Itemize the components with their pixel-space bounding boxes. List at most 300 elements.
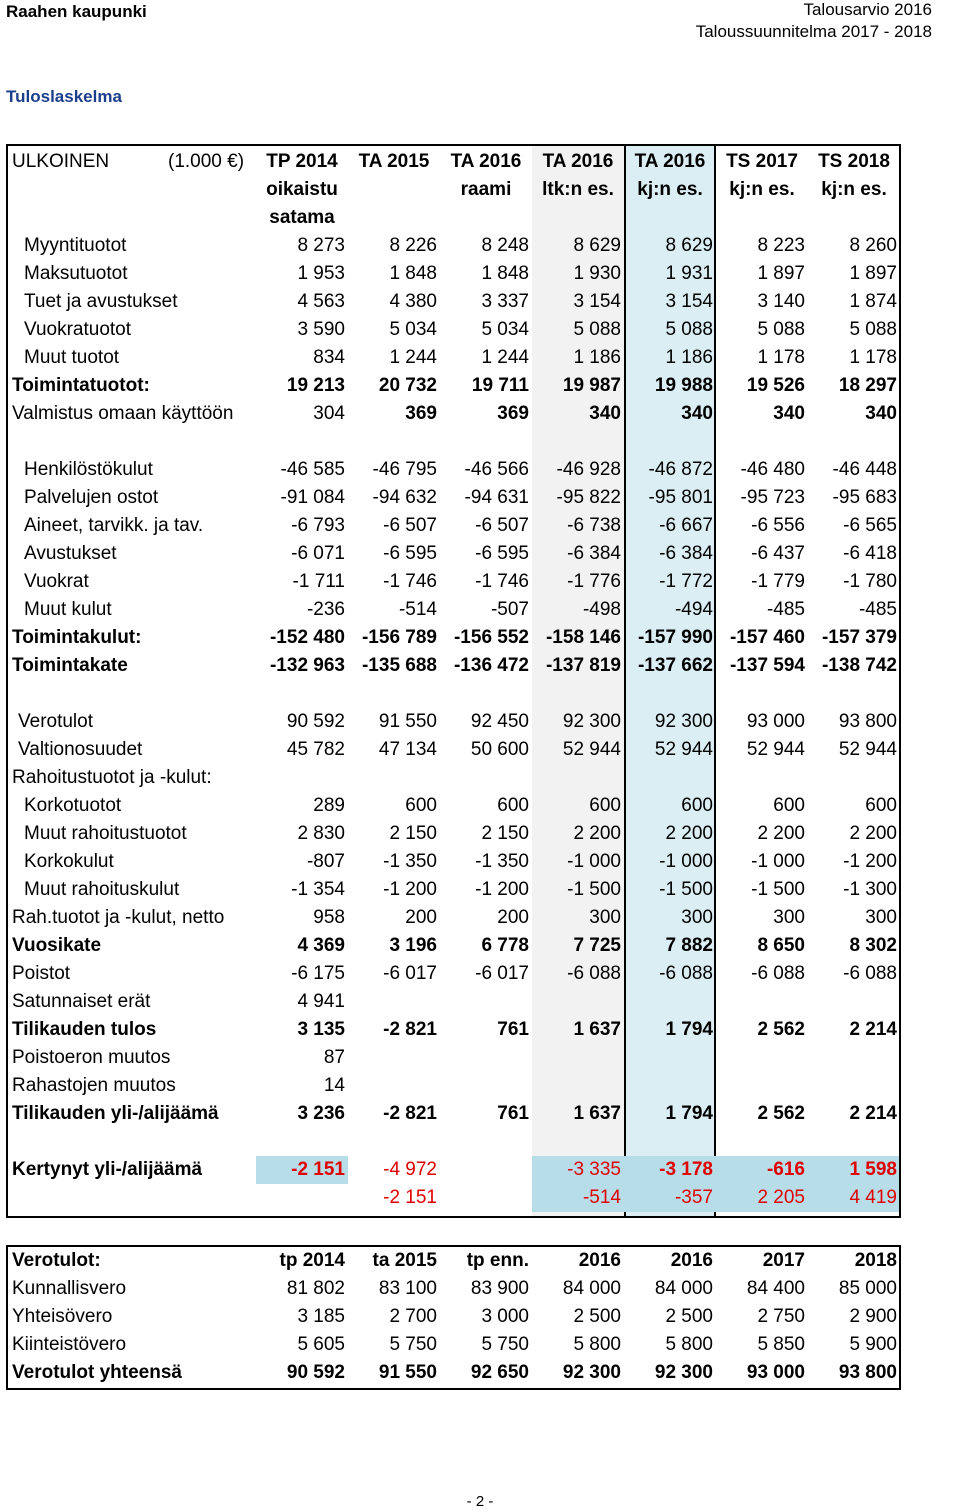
row-label: Muut tuotot	[24, 347, 120, 368]
cell-value: 2 562	[757, 1103, 805, 1124]
cell-value: 1 178	[849, 347, 897, 368]
income-statement-table	[6, 144, 901, 1218]
cell-value: 45 782	[286, 739, 345, 760]
cell-value: -6 088	[751, 963, 805, 984]
cell-value: -6 088	[843, 963, 897, 984]
cell-value: -137 819	[545, 655, 621, 676]
kertynyt-row	[8, 1156, 899, 1184]
cell-value: -1 350	[383, 851, 437, 872]
cell-value: -4 972	[383, 1159, 437, 1180]
cell-value: 5 605	[297, 1334, 345, 1355]
cell-value: 2 200	[757, 823, 805, 844]
row-label: Toimintatuotot:	[12, 375, 150, 396]
cell-value: -46 585	[280, 459, 345, 480]
cell-value: 600	[405, 795, 437, 816]
cell-value: -1 000	[659, 851, 713, 872]
table-row	[8, 540, 899, 568]
cell-value: 52 944	[562, 739, 621, 760]
table-row	[8, 736, 899, 764]
column-header: TP 2014	[266, 151, 338, 172]
cell-value: 300	[773, 907, 805, 928]
cell-value: 340	[681, 403, 713, 424]
table-row	[8, 960, 899, 988]
table-row	[8, 904, 899, 932]
cell-value: -1 772	[659, 571, 713, 592]
cell-value: -2 151	[291, 1159, 345, 1180]
cell-value: 5 034	[389, 319, 437, 340]
row-label: Vuokrat	[24, 571, 89, 592]
cell-value: -6 595	[475, 543, 529, 564]
column-header: 2018	[854, 1250, 897, 1271]
cell-value: 1 637	[573, 1019, 621, 1040]
row-label: Kiinteistövero	[12, 1334, 127, 1355]
row-label: Tilikauden tulos	[12, 1019, 157, 1040]
cell-value: 91 550	[378, 711, 437, 732]
cell-value: -46 480	[740, 459, 805, 480]
cell-value: -132 963	[269, 655, 345, 676]
cell-value: 958	[313, 907, 345, 928]
cell-value: 19 988	[654, 375, 713, 396]
cell-value: -138 742	[821, 655, 897, 676]
cell-value: 92 300	[562, 711, 621, 732]
column-header: tp enn.	[466, 1250, 529, 1271]
cell-value: 19 711	[471, 375, 529, 396]
column-header: tp 2014	[279, 1250, 345, 1271]
cell-value: 1 897	[757, 263, 805, 284]
cell-value: -514	[582, 1187, 621, 1208]
table-row	[8, 456, 899, 484]
row-label: Tuet ja avustukset	[24, 291, 178, 312]
cell-value: 83 900	[470, 1278, 529, 1299]
cell-value: 52 944	[746, 739, 805, 760]
cell-value: 5 900	[849, 1334, 897, 1355]
table-row	[8, 260, 899, 288]
cell-value: 5 034	[481, 319, 529, 340]
cell-value: -157 990	[637, 627, 713, 648]
cell-value: -1 711	[292, 571, 345, 592]
row-label: Korkotuotot	[24, 795, 122, 816]
table-row	[8, 1359, 899, 1387]
cell-value: 93 800	[838, 1362, 897, 1383]
cell-value: 340	[589, 403, 621, 424]
cell-value: 4 941	[297, 991, 345, 1012]
cell-value: 1 848	[389, 263, 437, 284]
cell-value: 92 300	[654, 711, 713, 732]
cell-value: 6 778	[481, 935, 529, 956]
cell-value: 7 725	[573, 935, 621, 956]
tax-header-row	[8, 1247, 899, 1275]
row-label: Maksutuotot	[24, 263, 128, 284]
cell-value: -95 683	[832, 487, 897, 508]
cell-value: 1 874	[849, 291, 897, 312]
cell-value: -46 928	[556, 459, 621, 480]
cell-value: 2 214	[849, 1103, 897, 1124]
cell-value: 92 450	[470, 711, 529, 732]
cell-value: 1 848	[481, 263, 529, 284]
cell-value: -6 088	[659, 963, 713, 984]
column-header: ltk:n es.	[542, 179, 614, 200]
cell-value: 81 802	[286, 1278, 345, 1299]
cell-value: -6 071	[291, 543, 345, 564]
cell-value: -91 084	[280, 487, 345, 508]
table-row	[8, 848, 899, 876]
cell-value: -357	[674, 1187, 713, 1208]
corner-label: ULKOINEN	[12, 151, 110, 172]
cell-value: -6 017	[383, 963, 437, 984]
cell-value: -507	[490, 599, 529, 620]
cell-value: 4 380	[389, 291, 437, 312]
cell-value: -6 667	[659, 515, 713, 536]
column-header: satama	[269, 207, 335, 228]
cell-value: 600	[865, 795, 897, 816]
column-header: 2017	[762, 1250, 805, 1271]
cell-value: -158 146	[545, 627, 621, 648]
column-header: TA 2016	[450, 151, 522, 172]
cell-value: -2 821	[383, 1103, 437, 1124]
column-header: raami	[460, 179, 512, 200]
cell-value: 5 800	[665, 1334, 713, 1355]
row-label: Muut rahoitustuotot	[24, 823, 187, 844]
cell-value: -1 000	[567, 851, 621, 872]
table-row	[8, 1275, 899, 1303]
cell-value: -6 595	[383, 543, 437, 564]
table-row	[8, 288, 899, 316]
cell-value: -485	[766, 599, 805, 620]
cell-value: 8 273	[297, 235, 345, 256]
cell-value: 8 248	[481, 235, 529, 256]
row-label: Toimintakate	[12, 655, 128, 676]
row-label: Korkokulut	[24, 851, 114, 872]
cell-value: 93 000	[746, 711, 805, 732]
cell-value: 3 154	[665, 291, 713, 312]
cell-value: 2 562	[757, 1019, 805, 1040]
row-label: Rahastojen muutos	[12, 1075, 176, 1096]
column-header: TA 2016	[634, 151, 706, 172]
cell-value: 1 178	[757, 347, 805, 368]
cell-value: 3 154	[573, 291, 621, 312]
row-label: Toimintakulut:	[12, 627, 142, 648]
cell-value: 8 650	[757, 935, 805, 956]
cell-value: -6 384	[567, 543, 621, 564]
cell-value: 14	[323, 1075, 345, 1096]
cell-value: 2 500	[665, 1306, 713, 1327]
table-row	[8, 400, 899, 428]
row-label: Palvelujen ostot	[24, 487, 159, 508]
cell-value: -3 178	[659, 1159, 713, 1180]
table-row	[8, 932, 899, 960]
cell-value: -95 801	[648, 487, 713, 508]
cell-value: -94 632	[372, 487, 437, 508]
cell-value: 8 629	[573, 235, 621, 256]
table-row	[8, 1331, 899, 1359]
cell-value: 3 140	[757, 291, 805, 312]
cell-value: 52 944	[838, 739, 897, 760]
table-row	[8, 764, 899, 792]
table-row	[8, 484, 899, 512]
row-label: Avustukset	[24, 543, 117, 564]
cell-value: 2 830	[297, 823, 345, 844]
cell-value: 8 629	[665, 235, 713, 256]
cell-value: 20 732	[378, 375, 437, 396]
cell-value: 83 100	[378, 1278, 437, 1299]
row-label: Verotulot yhteensä	[12, 1362, 182, 1383]
cell-value: 369	[497, 403, 529, 424]
cell-value: 18 297	[838, 375, 897, 396]
tax-table-title: Verotulot:	[12, 1250, 101, 1271]
cell-value: -6 384	[659, 543, 713, 564]
cell-value: 84 000	[562, 1278, 621, 1299]
cell-value: -1 300	[843, 879, 897, 900]
cell-value: 1 794	[665, 1019, 713, 1040]
row-label: Myyntituotot	[24, 235, 127, 256]
cell-value: -2 821	[383, 1019, 437, 1040]
cell-value: -94 631	[464, 487, 529, 508]
cell-value: -152 480	[269, 627, 345, 648]
cell-value: 600	[773, 795, 805, 816]
cell-value: 3 135	[297, 1019, 345, 1040]
cell-value: -6 418	[843, 543, 897, 564]
cell-value: 5 850	[757, 1334, 805, 1355]
cell-value: -6 507	[383, 515, 437, 536]
table-row	[8, 372, 899, 400]
cell-value: -3 335	[567, 1159, 621, 1180]
cell-value: -6 175	[291, 963, 345, 984]
cell-value: -1 000	[751, 851, 805, 872]
cell-value: -135 688	[361, 655, 437, 676]
cell-value: 93 800	[838, 711, 897, 732]
table-row	[8, 232, 899, 260]
cell-value: 5 088	[757, 319, 805, 340]
cell-value: 2 150	[481, 823, 529, 844]
cell-value: -156 552	[453, 627, 529, 648]
cell-value: -1 354	[291, 879, 345, 900]
cell-value: 5 750	[481, 1334, 529, 1355]
document-subtitle: Taloussuunnitelma 2017 - 2018	[695, 22, 932, 41]
cell-value: 200	[497, 907, 529, 928]
cell-value: -6 793	[291, 515, 345, 536]
row-label: Vuokratuotot	[24, 319, 132, 340]
column-header: TS 2018	[818, 151, 890, 172]
cell-value: -157 379	[821, 627, 897, 648]
row-label: Verotulot	[18, 711, 93, 732]
cell-value: 2 200	[573, 823, 621, 844]
cell-value: -498	[582, 599, 621, 620]
cell-value: 92 300	[562, 1362, 621, 1383]
cell-value: 1 186	[665, 347, 713, 368]
row-label: Kunnallisvero	[12, 1278, 127, 1299]
cell-value: -1 200	[383, 879, 437, 900]
cell-value: 87	[323, 1047, 345, 1068]
cell-value: -6 437	[751, 543, 805, 564]
cell-value: -6 088	[567, 963, 621, 984]
cell-value: -157 460	[729, 627, 805, 648]
cell-value: 834	[313, 347, 345, 368]
cell-value: 300	[589, 907, 621, 928]
cell-value: -95 723	[740, 487, 805, 508]
row-label: Henkilöstökulut	[24, 459, 153, 480]
cell-value: 3 236	[297, 1103, 345, 1124]
column-header: 2016	[578, 1250, 621, 1271]
row-label: Rah.tuotot ja -kulut, netto	[12, 907, 225, 928]
cell-value: 92 300	[654, 1362, 713, 1383]
cell-value: 1 244	[389, 347, 437, 368]
cell-value: -6 565	[843, 515, 897, 536]
table-row	[8, 1303, 899, 1331]
table-row	[8, 1072, 899, 1100]
cell-value: -46 566	[464, 459, 529, 480]
row-label: Rahoitustuotot ja -kulut:	[12, 767, 212, 788]
cell-value: 3 185	[297, 1306, 345, 1327]
table-row	[8, 708, 899, 736]
cell-value: 300	[865, 907, 897, 928]
document-title: Talousarvio 2016	[803, 0, 932, 19]
cell-value: -1 776	[567, 571, 621, 592]
cell-value: -46 795	[372, 459, 437, 480]
table-row	[8, 652, 899, 680]
cell-value: 340	[865, 403, 897, 424]
cell-value: 1 186	[573, 347, 621, 368]
cell-value: -1 780	[843, 571, 897, 592]
column-header: kj:n es.	[729, 179, 795, 200]
cell-value: -156 789	[361, 627, 437, 648]
row-label: Valmistus omaan käyttöön	[12, 403, 234, 424]
cell-value: 3 196	[389, 935, 437, 956]
cell-value: -137 594	[729, 655, 805, 676]
table-row	[8, 1044, 899, 1072]
column-header: kj:n es.	[821, 179, 887, 200]
page-number: - 2 -	[466, 1493, 494, 1510]
row-label: Yhteisövero	[12, 1306, 113, 1327]
cell-value: 2 500	[573, 1306, 621, 1327]
cell-value: 4 419	[849, 1187, 897, 1208]
cell-value: 2 200	[849, 823, 897, 844]
cell-value: 50 600	[470, 739, 529, 760]
row-label: Valtionosuudet	[18, 739, 143, 760]
cell-value: 8 223	[757, 235, 805, 256]
table-row	[8, 1100, 899, 1128]
row-label: Aineet, tarvikk. ja tav.	[24, 515, 204, 536]
cell-value: -514	[398, 599, 437, 620]
table-row	[8, 820, 899, 848]
cell-value: 8 226	[389, 235, 437, 256]
cell-value: 600	[681, 795, 713, 816]
cell-value: 93 000	[746, 1362, 805, 1383]
row-label: Tilikauden yli-/alijäämä	[12, 1103, 219, 1124]
row-label: Muut rahoituskulut	[24, 879, 180, 900]
cell-value: 84 000	[654, 1278, 713, 1299]
table-row	[8, 512, 899, 540]
cell-value: 2 200	[665, 823, 713, 844]
row-label: Kertynyt yli-/alijäämä	[12, 1159, 203, 1180]
cell-value: 91 550	[378, 1362, 437, 1383]
cell-value: -46 448	[832, 459, 897, 480]
section-title: Tuloslaskelma	[6, 87, 122, 106]
table-row	[8, 316, 899, 344]
cell-value: -95 822	[556, 487, 621, 508]
cell-value: -494	[674, 599, 713, 620]
cell-value: -6 507	[475, 515, 529, 536]
cell-value: 1 598	[849, 1159, 897, 1180]
cell-value: 85 000	[838, 1278, 897, 1299]
cell-value: 340	[773, 403, 805, 424]
cell-value: -1 200	[843, 851, 897, 872]
cell-value: 761	[497, 1103, 529, 1124]
cell-value: -6 556	[751, 515, 805, 536]
kertynyt-row-2	[8, 1184, 899, 1212]
cell-value: 19 213	[286, 375, 345, 396]
table-row	[8, 624, 899, 652]
cell-value: 300	[681, 907, 713, 928]
cell-value: 19 526	[746, 375, 805, 396]
cell-value: -137 662	[637, 655, 713, 676]
cell-value: 92 650	[470, 1362, 529, 1383]
column-header: ta 2015	[372, 1250, 437, 1271]
table-row	[8, 596, 899, 624]
column-header: oikaistu	[266, 179, 338, 200]
cell-value: -6 738	[567, 515, 621, 536]
cell-value: 4 563	[297, 291, 345, 312]
column-header: TA 2016	[542, 151, 614, 172]
cell-value: 1 931	[665, 263, 713, 284]
cell-value: 2 205	[757, 1187, 805, 1208]
row-label: Vuosikate	[12, 935, 102, 956]
cell-value: 600	[497, 795, 529, 816]
cell-value: 1 794	[665, 1103, 713, 1124]
cell-value: -1 500	[751, 879, 805, 900]
cell-value: 1 930	[573, 263, 621, 284]
cell-value: 84 400	[746, 1278, 805, 1299]
unit-label: (1.000 €)	[168, 151, 245, 172]
cell-value: 761	[497, 1019, 529, 1040]
cell-value: 8 302	[849, 935, 897, 956]
table-row	[8, 1016, 899, 1044]
column-header: TS 2017	[726, 151, 798, 172]
cell-value: 5 088	[665, 319, 713, 340]
cell-value: 4 369	[297, 935, 345, 956]
cell-value: 3 337	[481, 291, 529, 312]
cell-value: 2 700	[389, 1306, 437, 1327]
cell-value: 90 592	[286, 711, 345, 732]
cell-value: 52 944	[654, 739, 713, 760]
cell-value: 1 637	[573, 1103, 621, 1124]
cell-value: -46 872	[648, 459, 713, 480]
cell-value: 5 800	[573, 1334, 621, 1355]
cell-value: -807	[306, 851, 345, 872]
cell-value: 3 000	[481, 1306, 529, 1327]
cell-value: 7 882	[665, 935, 713, 956]
cell-value: -1 500	[659, 879, 713, 900]
cell-value: -1 746	[475, 571, 529, 592]
cell-value: 2 214	[849, 1019, 897, 1040]
table-row	[8, 792, 899, 820]
column-header: 2016	[670, 1250, 713, 1271]
cell-value: 289	[313, 795, 345, 816]
cell-value: 600	[589, 795, 621, 816]
cell-value: 3 590	[297, 319, 345, 340]
column-header: kj:n es.	[637, 179, 703, 200]
cell-value: 200	[405, 907, 437, 928]
tax-revenue-table	[6, 1245, 901, 1390]
cell-value: -236	[306, 599, 345, 620]
cell-value: 1 953	[297, 263, 345, 284]
cell-value: 47 134	[378, 739, 437, 760]
cell-value: 1 897	[849, 263, 897, 284]
row-label: Poistoeron muutos	[12, 1047, 171, 1068]
cell-value: -485	[858, 599, 897, 620]
cell-value: 304	[313, 403, 345, 424]
cell-value: -1 746	[383, 571, 437, 592]
table-row	[8, 568, 899, 596]
